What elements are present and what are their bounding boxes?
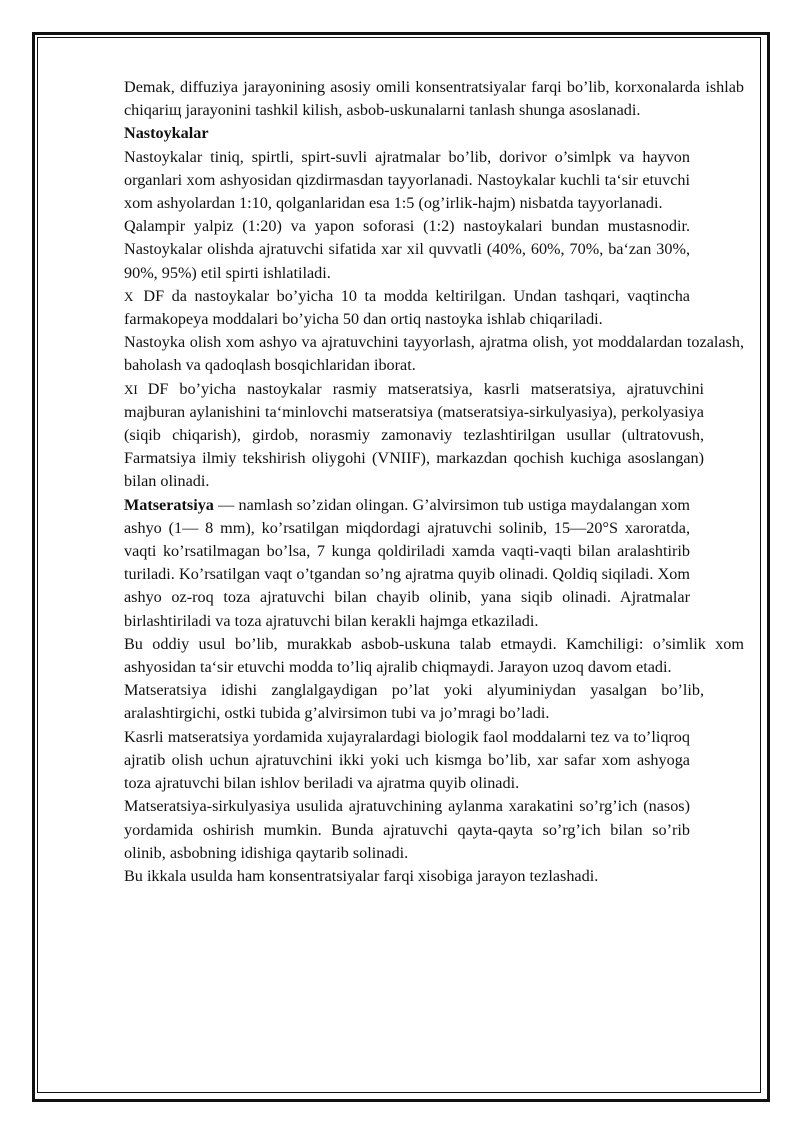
paragraph-df-nastoyka-count	[124, 285, 690, 331]
paragraph-fractional-maceration: Kasrli matseratsiya yordamida xujayralardagi biologik faol moddalarni tez va to’liqroq ajratib olish uchun ajratuvchini ikki yoki uch kismga bo’lib, xar safar xom ashyoga toza ajratuvchi bilan ishlov beriladi va ajratma quyib olinadi.	[124, 727, 690, 793]
roman-marker-xi: XI	[124, 381, 138, 397]
paragraph-simple-method: Bu oddiy usul bo’lib, murakkab asbob-uskuna talab etmaydi. Kamchiligi: o’simlik xom ashyosidan ta‘sir etuvchi modda to’liq ajralib chiqmaydi. Jarayon uzoq davom etadi.	[124, 634, 744, 677]
paragraph-nastoyka-exceptions: Qalampir yalpiz (1:20) va yapon soforasi (1:2) nastoykalari bundan mustasnodir. Nastoykalar olishda ajratuvchi sifatida xar xil quvvatli (40%, 60%, 70%, ba‘zan 30%, 90%, 95%) etil spirti ishlatiladi.	[124, 217, 690, 282]
paragraph-nastoyka-definition: Nastoykalar tiniq, spirtli, spirt-suvli ajratmalar bo’lib, dorivor o’simlpk va hayvon organlari xom ashyosidan qizdirmasdan tayyorlanadi. Nastoykalar kuchli ta‘sir etuvchi xom ashyolardan 1:10, qolganlaridan esa 1:5 (og’irlik-hajm) nisbatda tayyorlanadi.	[124, 147, 690, 213]
section-heading-nastoykalar: Nastoykalar	[124, 124, 209, 143]
paragraph-conclusion: Bu ikkala usulda ham konsentratsiyalar farqi xisobiga jarayon tezlashadi.	[124, 866, 599, 885]
paragraph-circulation: Matseratsiya-sirkulyasiya usulida ajratuvchining aylanma xarakatini so’rg’ich (nasos) yordamida oshirish mumkin. Bunda ajratuvchi qayta-qayta so’rg’ich bilan so’rib olinib, asbobning idishiga qaytarib solinadi.	[124, 797, 690, 862]
paragraph-nastoyka-stages: Nastoyka olish xom ashyo va ajratuvchini tayyorlash, ajratma olish, yot moddalardan tozalash, baholash va qadoqlash bosqichlaridan iborat.	[124, 333, 744, 375]
paragraph-vessel: Matseratsiya idishi zanglalgaydigan po’lat yoki alyuminiydan yasalgan bo’lib, aralashtirgichi, ostki tubida g’alvirsimon tubi va jo’mragi bo’ladi.	[124, 681, 704, 723]
paragraph-text: — namlash so’zidan olingan. G’alvirsimon tub ustiga maydalangan xom ashyo (1— 8 mm), ko’rsatilgan miqdordagi ajratuvchi solinib, 15—20°S xaroratda, vaqti ko’rsatilmagan bo’lsa, 7 kunga qoldiriladi xamda vaqti-vaqti bilan aralashtirib turiladi. Ko’rsatilgan vaqt o’tgandan so’ng ajratma quyib olinadi. Qoldiq siqiladi. Xom ashyo oz-roq toza ajratuvchi bilan chayib olinib, yana siqib olinadi. Ajratmalar birlashtiriladi va toza ajratuvchi bilan kerakli hajmga etkaziladi.	[124, 495, 690, 630]
roman-marker-x: X	[124, 288, 134, 304]
paragraph-diffusion-summary: Demak, diffuziya jarayonining asosiy omili konsentratsiyalar farqi bo’lib, korxonalarda ishlab chiqariщ jarayonini tashkil kilish, asbob-uskunalarni tanlash shunga asoslanadi.	[124, 78, 744, 120]
paragraph-text: DF bo’yicha nastoykalar rasmiy matseratsiya, kasrli matseratsiya, ajratuvchini majburan aylanishini ta‘minlovchi matseratsiya (matseratsiya-sirkulyasiya), perkolyasiya (siqib chiqarish), girdob, norasmiy zamonaviy tezlashtirilgan usullar (ultratovush, Farmatsiya ilmiy tekshirish oliygohi (VNIIF), markazdan qochish kuchiga asoslangan) bilan olinadi.	[124, 379, 704, 491]
paragraph-df-methods	[124, 378, 704, 494]
paragraph-matseratsiya	[124, 494, 690, 633]
document-body	[124, 76, 744, 888]
term-matseratsiya: Matseratsiya	[124, 495, 214, 514]
paragraph-text: DF da nastoykalar bo’yicha 10 ta modda keltirilgan. Undan tashqari, vaqtincha farmakopeya moddalari bo’yicha 50 dan ortiq nastoyka ishlab chiqariladi.	[124, 286, 690, 329]
